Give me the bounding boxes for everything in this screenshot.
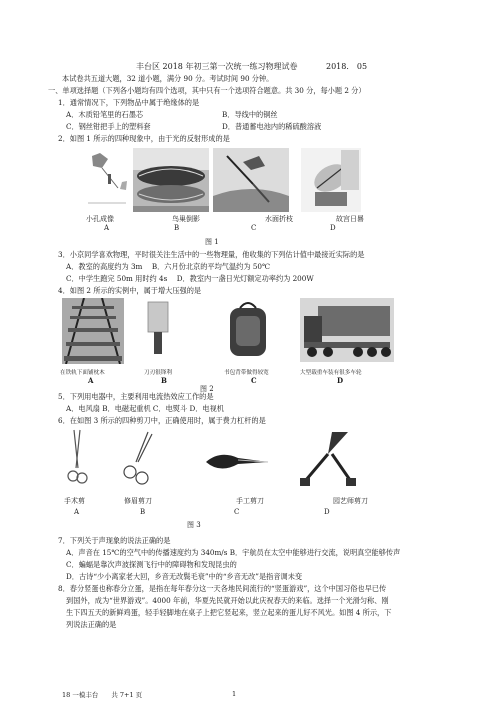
bent-stick-image: [213, 148, 289, 212]
q7-options-ab: A．声音在 15℃的空气中的传播速度约为 340m/s B．宇航员在太空中能够进行交流，说明真空能够传声: [66, 548, 401, 557]
q2-letter-c: C: [251, 224, 257, 232]
eyebrow-scissors-image: [118, 428, 156, 490]
pinhole-image: [82, 148, 130, 210]
page-number: 1: [232, 690, 237, 698]
q7-option-c: C．蝙蝠是靠次声波探测飞行中的障碍物和发现昆虫的: [66, 560, 237, 569]
q2-caption-c: 水面折枝: [265, 215, 293, 223]
exam-date: 2018． 05: [326, 62, 368, 71]
sundial-image: [301, 148, 361, 212]
q6-letter-d: D: [324, 508, 330, 516]
q5-options: A．电风扇 B．电磁起重机 C．电熨斗 D．电视机: [66, 404, 224, 413]
cleaver-image: [142, 298, 178, 358]
exam-title: 丰台区 2018 年初三第一次统一练习物理试卷: [136, 62, 298, 71]
q4-caption-b: 刀刃很锋利: [144, 370, 172, 376]
q2-letter-b: B: [174, 224, 180, 232]
q3-options-cd: C．中学生跑完 50m 用时约 4s D．教室内一盏日光灯额定功率约为 200W: [66, 274, 314, 283]
q4-stem: 4．如图 2 所示的实例中，属于增大压强的是: [58, 286, 202, 295]
q6-stem: 6．在如图 3 所示的四种剪刀中，正确使用时，属于费力杠杆的是: [58, 416, 266, 425]
q6-caption-c: 手工剪刀: [236, 497, 264, 505]
q6-caption-d: 园艺师剪刀: [333, 497, 368, 505]
heavy-truck-image: [300, 298, 394, 362]
exam-intro: 本试卷共五道大题，32 道小题，满分 90 分。考试时间 90 分钟。: [62, 74, 274, 83]
q6-caption-b: 修眉剪刀: [124, 497, 152, 505]
q6-letter-b: B: [140, 508, 146, 516]
q4-letter-a: A: [88, 376, 94, 385]
figure-1-label: 图 1: [205, 238, 219, 246]
q8-line-2: 到国外，成为“世界游戏”。4000 年前，华夏先民就开始以此庆祝春天的来临。选择一个光滑匀称、刚: [66, 596, 389, 605]
q2-letter-a: A: [104, 224, 110, 232]
craft-scissors-image: [204, 446, 270, 476]
surgical-scissors-image: [66, 428, 88, 490]
q6-letter-c: C: [234, 508, 240, 516]
q3-stem: 3．小京同学喜欢物理，平时很关注生活中的一些物理量，他收集的下列估计值中最接近实际的是: [58, 250, 365, 259]
q2-stem: 2．如图 1 所示的四种现象中，由于光的反射形成的是: [58, 134, 230, 143]
q2-caption-d: 故宫日晷: [336, 215, 364, 223]
birds-nest-image: [133, 148, 209, 212]
q1-option-c: C．钢丝钳把手上的塑料套: [66, 122, 151, 131]
q8-line-1: 8．春分竖蛋也称春分立蛋，是指在每年春分这一天各地民间流行的“竖蛋游戏”，这个中国习俗也早已传: [58, 584, 387, 593]
q7-option-d: D．古诗“少小离家老大回，乡音无改鬓毛衰”中的“乡音无改”是指音调未变: [66, 572, 303, 581]
q1-option-b: B．导线中的铜丝: [222, 110, 278, 119]
q5-stem: 5．下列用电器中，主要利用电流热效应工作的是: [58, 392, 214, 401]
q4-caption-c: 书包背带做得较宽: [224, 370, 269, 376]
garden-shears-image: [292, 428, 362, 490]
q4-caption-d: 大型载重车装有很多车轮: [300, 370, 362, 376]
q4-letter-b: B: [161, 376, 167, 385]
q1-stem: 1．通常情况下，下列物品中属于绝缘体的是: [58, 98, 200, 107]
q4-caption-a: 在铁轨下面铺枕木: [60, 370, 105, 376]
q2-caption-a: 小孔成像: [86, 215, 114, 223]
q6-caption-a: 手术剪: [64, 497, 85, 505]
figure-3-label: 图 3: [187, 521, 201, 529]
q3-options-ab: A．教室的高度约为 3m B．六月份北京的平均气温约为 50℃: [66, 262, 271, 271]
q1-option-a: A．木质铅笔里的石墨芯: [66, 110, 144, 119]
q2-caption-b: 鸟巢倒影: [172, 215, 200, 223]
footer-info: 18 一模丰台 共 7+1 页: [62, 691, 143, 699]
figure-2-label: 图 2: [200, 385, 214, 393]
q8-line-3: 生下四五天的新鲜鸡蛋，轻手轻脚地在桌子上把它竖起来，竖立起来的蛋儿好不风光。如图 4 所示，下: [66, 608, 392, 617]
q2-letter-d: D: [330, 224, 336, 232]
q1-option-d: D．普通蓄电池内的稀硫酸溶液: [222, 122, 322, 131]
q4-letter-d: D: [337, 376, 344, 385]
section-heading: 一、单项选择题（下列各小题均有四个选项，其中只有一个选项符合题意。共 30 分，每小题 2 分）: [48, 86, 366, 95]
q7-stem: 7．下列关于声现象的说法正确的是: [58, 536, 171, 545]
q8-line-4: 列说法正确的是: [66, 620, 117, 629]
railway-sleepers-image: [62, 298, 124, 364]
q4-letter-c: C: [251, 376, 257, 385]
q6-letter-a: A: [74, 508, 80, 516]
backpack-image: [224, 298, 272, 362]
